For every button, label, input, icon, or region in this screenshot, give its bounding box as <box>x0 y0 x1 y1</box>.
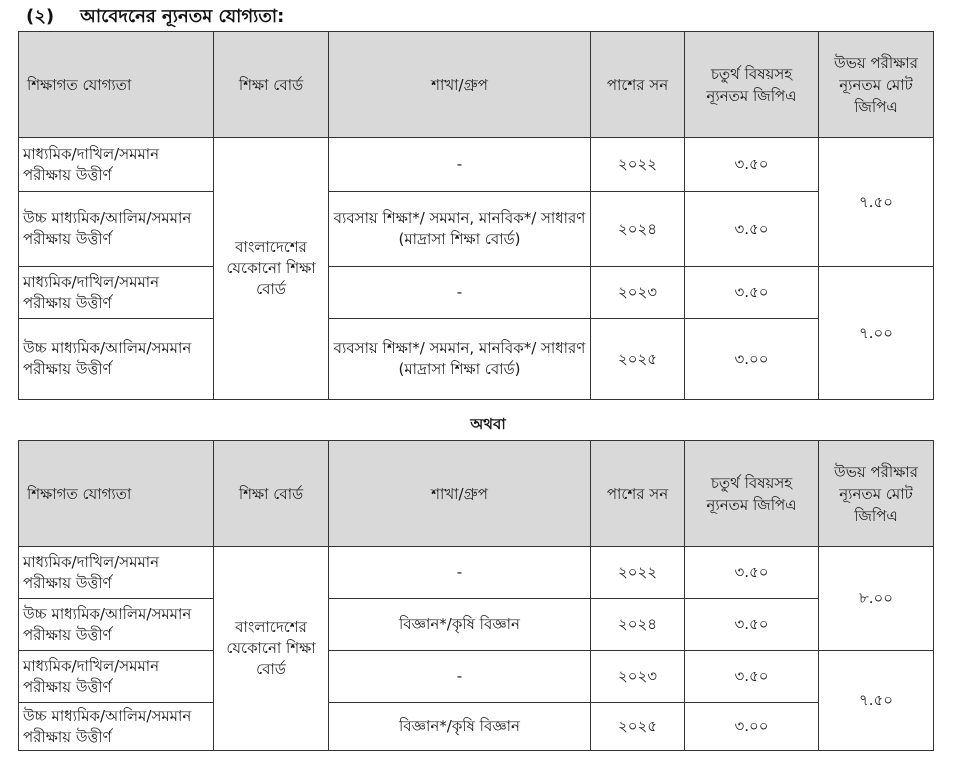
header-qualification: শিক্ষাগত যোগ্যতা <box>19 441 214 547</box>
table-row <box>19 319 934 400</box>
header-gpa: চতুর্থ বিষয়সহ ন্যূনতম জিপিএ <box>685 441 819 547</box>
header-total-gpa: উভয় পরীক্ষার ন্যূনতম মোট জিপিএ <box>819 32 934 138</box>
gpa-cell: ৩.৫০ <box>685 267 819 319</box>
year-cell: ২০২৪ <box>591 599 685 651</box>
qualification-cell: মাধ্যমিক/দাখিল/সমমান পরীক্ষায় উত্তীর্ণ <box>19 267 214 319</box>
year-cell: ২০২৩ <box>591 267 685 319</box>
table-header-row <box>19 441 934 547</box>
group-cell: বিজ্ঞান*/কৃষি বিজ্ঞান <box>329 703 591 751</box>
gpa-cell: ৩.৫০ <box>685 138 819 192</box>
requirements-table-2 <box>18 440 934 751</box>
gpa-cell: ৩.০০ <box>685 703 819 751</box>
table-row <box>19 703 934 751</box>
table-row <box>19 651 934 703</box>
group-cell: - <box>329 138 591 192</box>
group-cell: - <box>329 651 591 703</box>
year-cell: ২০২৩ <box>591 651 685 703</box>
table-row <box>19 599 934 651</box>
gpa-cell: ৩.৫০ <box>685 547 819 599</box>
qualification-cell: মাধ্যমিক/দাখিল/সমমান পরীক্ষায় উত্তীর্ণ <box>19 547 214 599</box>
or-separator: অথবা <box>470 415 506 433</box>
qualification-cell: মাধ্যমিক/দাখিল/সমমান পরীক্ষায় উত্তীর্ণ <box>19 138 214 192</box>
total-gpa-cell: ৮.০০ <box>819 547 934 651</box>
qualification-cell: উচ্চ মাধ্যমিক/আলিম/সমমান পরীক্ষায় উত্তীর্ণ <box>19 319 214 400</box>
qualification-cell: উচ্চ মাধ্যমিক/আলিম/সমমান পরীক্ষায় উত্তীর্ণ <box>19 703 214 751</box>
header-board: শিক্ষা বোর্ড <box>214 32 329 138</box>
group-cell: ব্যবসায় শিক্ষা*/ সমমান, মানবিক*/ সাধারণ (মাদ্রাসা শিক্ষা বোর্ড) <box>329 192 591 267</box>
total-gpa-cell: ৭.০০ <box>819 267 934 400</box>
year-cell: ২০২২ <box>591 138 685 192</box>
qualification-cell: উচ্চ মাধ্যমিক/আলিম/সমমান পরীক্ষায় উত্তীর্ণ <box>19 599 214 651</box>
section-number: (২) <box>26 6 55 27</box>
year-cell: ২০২২ <box>591 547 685 599</box>
board-cell: বাংলাদেশের যেকোনো শিক্ষা বোর্ড <box>214 138 329 400</box>
gpa-cell: ৩.৫০ <box>685 599 819 651</box>
section-title: আবেদনের ন্যূনতম যোগ্যতা: <box>80 6 285 27</box>
requirements-table-1 <box>18 31 934 400</box>
qualification-cell: মাধ্যমিক/দাখিল/সমমান পরীক্ষায় উত্তীর্ণ <box>19 651 214 703</box>
group-cell: - <box>329 267 591 319</box>
group-cell: - <box>329 547 591 599</box>
table-row <box>19 547 934 599</box>
year-cell: ২০২৫ <box>591 319 685 400</box>
header-gpa: চতুর্থ বিষয়সহ ন্যূনতম জিপিএ <box>685 32 819 138</box>
year-cell: ২০২৪ <box>591 192 685 267</box>
table-row <box>19 192 934 267</box>
board-cell: বাংলাদেশের যেকোনো শিক্ষা বোর্ড <box>214 547 329 751</box>
header-board: শিক্ষা বোর্ড <box>214 441 329 547</box>
group-cell: ব্যবসায় শিক্ষা*/ সমমান, মানবিক*/ সাধারণ (মাদ্রাসা শিক্ষা বোর্ড) <box>329 319 591 400</box>
header-year: পাশের সন <box>591 32 685 138</box>
total-gpa-cell: ৭.৫০ <box>819 651 934 751</box>
table-row <box>19 267 934 319</box>
header-qualification: শিক্ষাগত যোগ্যতা <box>19 32 214 138</box>
total-gpa-cell: ৭.৫০ <box>819 138 934 267</box>
gpa-cell: ৩.০০ <box>685 319 819 400</box>
year-cell: ২০২৫ <box>591 703 685 751</box>
header-total-gpa: উভয় পরীক্ষার ন্যূনতম মোট জিপিএ <box>819 441 934 547</box>
header-year: পাশের সন <box>591 441 685 547</box>
gpa-cell: ৩.৫০ <box>685 651 819 703</box>
table-row <box>19 138 934 192</box>
header-group: শাখা/গ্রুপ <box>329 441 591 547</box>
table-header-row <box>19 32 934 138</box>
header-group: শাখা/গ্রুপ <box>329 32 591 138</box>
group-cell: বিজ্ঞান*/কৃষি বিজ্ঞান <box>329 599 591 651</box>
gpa-cell: ৩.৫০ <box>685 192 819 267</box>
qualification-cell: উচ্চ মাধ্যমিক/আলিম/সমমান পরীক্ষায় উত্তীর্ণ <box>19 192 214 267</box>
section-heading <box>26 2 284 33</box>
